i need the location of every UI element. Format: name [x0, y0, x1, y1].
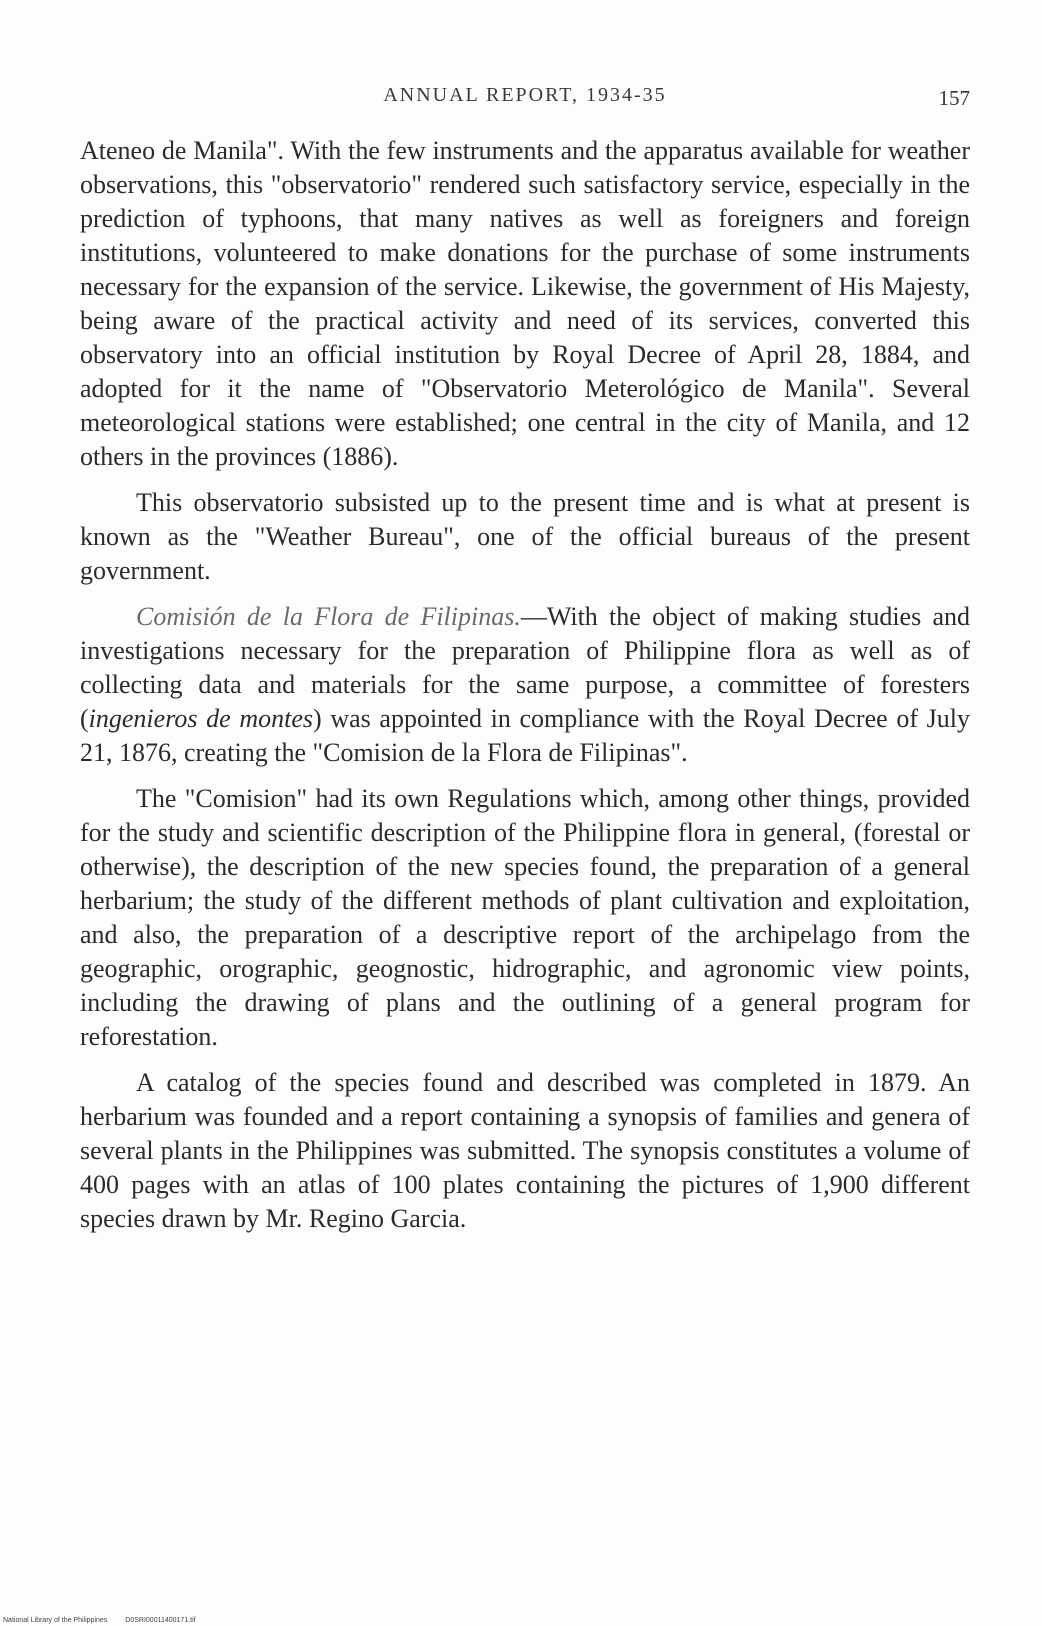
paragraph-comision-flora — [80, 600, 970, 770]
scan-footer — [3, 1617, 196, 1624]
section-heading-comision: Comisión de la Flora de Filipinas. — [136, 602, 521, 631]
page-number: 157 — [938, 86, 970, 110]
ingenieros-de-montes: ingenieros de montes — [88, 704, 313, 733]
paragraph-catalog: A catalog of the species found and described was completed in 1879. An herbarium was founded and a report containing a synopsis of families and genera of several plants in the Philippines was submitted. The synopsis constitutes a volume of 400 pages with an atlas of 100 plates containing the pictures of 1,900 different species drawn by Mr. Regino Garcia. — [80, 1068, 970, 1233]
heading-dash: — — [520, 602, 547, 631]
comision-text-a: With the object of making studies and investigations necessary for the preparation of Philippine flora as well as of collecting data and materials for the same purpose, a committee of foresters ( — [80, 602, 970, 733]
footer-library: National Library of the Philippines — [3, 1617, 108, 1624]
running-head: ANNUAL REPORT, 1934-35 — [383, 84, 667, 106]
comision-text-b: ) was appointed in compliance with the Royal Decree of July 21, 1876, creating the "Comision de la Flora de Filipinas". — [80, 704, 970, 767]
paragraph-observatorio: Ateneo de Manila". With the few instruments and the apparatus available for weather observations, this "observatorio" rendered such satisfactory service, especially in the prediction of typhoons, that many natives as well as foreigners and foreign institutions, volunteered to make donations for the purchase of some instruments necessary for the expansion of the service. Likewise, the government of His Majesty, being aware of the practical activity and need of its services, converted this observatory into an official institution by Royal Decree of April 28, 1884, and adopted for it the name of "Observatorio Meterológico de Manila". Several meteorological stations were established; one central in the city of Manila, and 12 others in the provinces (1886). — [80, 136, 970, 471]
paragraph-regulations: The "Comision" had its own Regulations which, among other things, provided for the study and scientific description of the Philippine flora in general, (forestal or otherwise), the description of the new species found, the preparation of a general herbarium; the study of the different methods of plant cultivation and exploitation, and also, the preparation of a descriptive report of the archipelago from the geographic, orographic, geognostic, hidrographic, and agronomic view points, including the drawing of plans and the outlining of a general program for reforestation. — [80, 784, 970, 1051]
body-text — [80, 134, 970, 1248]
footer-code: D0SRI00011400171.tif — [125, 1617, 196, 1624]
page-header — [80, 84, 970, 124]
paragraph-weather-bureau: This observatorio subsisted up to the present time and is what at present is known as the "Weather Bureau", one of the official bureaus of the present government. — [80, 488, 970, 585]
